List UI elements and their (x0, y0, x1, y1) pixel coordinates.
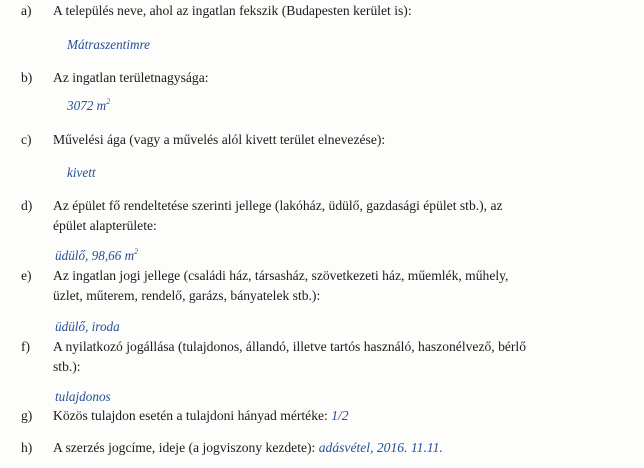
item-letter-a: a) (21, 3, 32, 18)
answer-d-building-value: üdülő, 98,66 m (55, 248, 135, 263)
question-e-legal-line1: Az ingatlan jogi jellege (családi ház, társasház, szövetkezeti ház, műemlék, műhely, (53, 268, 509, 283)
item-letter-c: c) (21, 132, 32, 147)
question-f-status-line2: stb.): (53, 359, 81, 374)
question-g-share-text: Közös tulajdon esetén a tulajdoni hányad mértéke: (53, 408, 328, 423)
item-letter-g: g) (21, 408, 33, 423)
question-d-building-line1: Az épület fő rendeltetése szerinti jellege (lakóház, üdülő, gazdasági épület stb.), az (53, 198, 503, 213)
question-g-share (53, 408, 349, 424)
answer-e-legal: üdülő, iroda (55, 319, 120, 334)
answer-c-cultivation: kivett (67, 165, 96, 180)
item-letter-d: d) (21, 198, 33, 213)
answer-g-share: 1/2 (331, 408, 349, 423)
item-letter-f: f) (21, 339, 31, 354)
answer-b-area (67, 98, 110, 114)
item-letter-b: b) (21, 70, 33, 85)
question-h-acquisition (53, 440, 443, 456)
question-h-acquisition-text: A szerzés jogcíme, ideje (a jogviszony kezdete): (53, 440, 316, 455)
question-c-cultivation: Művelési ága (vagy a művelés alól kivett terület elnevezése): (53, 132, 386, 147)
question-b-area: Az ingatlan területnagysága: (53, 70, 209, 85)
question-a-settlement: A település neve, ahol az ingatlan fekszik (Budapesten kerület is): (53, 3, 412, 18)
answer-b-area-value: 3072 m (67, 98, 107, 113)
item-letter-h: h) (21, 440, 33, 455)
question-f-status-line1: A nyilatkozó jogállása (tulajdonos, állandó, illetve tartós használó, haszonélvező, bérlő (53, 339, 526, 354)
answer-b-area-unit-exponent: 2 (106, 97, 111, 106)
answer-h-acquisition: adásvétel, 2016. 11.11. (318, 440, 443, 455)
item-letter-e: e) (21, 268, 32, 283)
answer-a-settlement: Mátraszentimre (67, 37, 151, 52)
question-d-building-line2: épület alapterülete: (53, 218, 157, 233)
answer-d-building-unit-exponent: 2 (134, 247, 139, 256)
question-e-legal-line2: üzlet, műterem, rendelő, garázs, bányatelek stb.): (53, 288, 321, 303)
answer-f-status: tulajdonos (55, 389, 111, 404)
answer-d-building (55, 248, 138, 264)
